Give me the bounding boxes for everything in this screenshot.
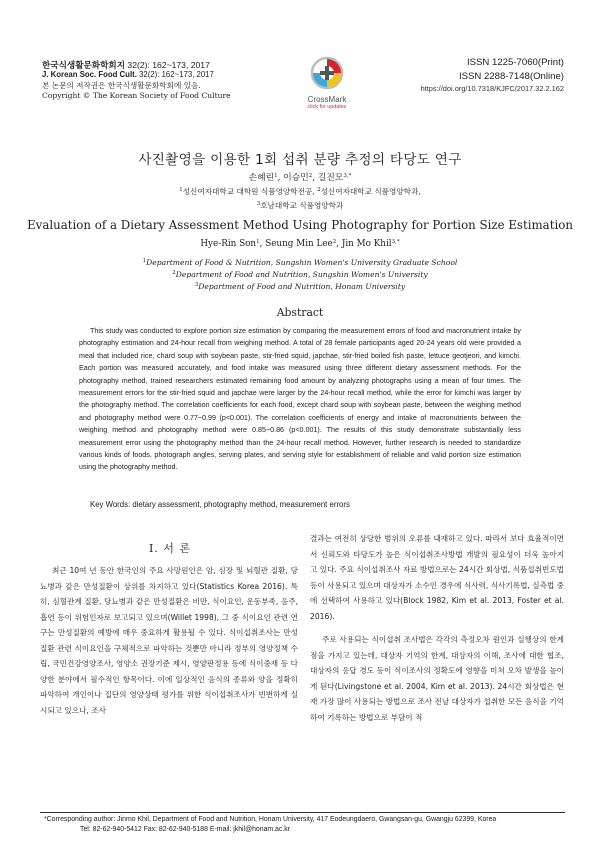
crossmark-badge[interactable] [292,56,362,110]
doi-link[interactable]: https://doi.org/10.7318/KJFC/2017.32.2.162 [420,84,564,93]
abstract-body: This study was conducted to explore portion size estimation by comparing the measurement errors of food and macronutrient intake by photography estimation and 24-hour recall from weighing method. A total of 28 female participants aged 20-24 years old were provided a meal that included rice, chard soup with soybean paste, stir-fried squid, japchae, stir-fried boiled fish paste, lettuce geotjeori, and kimchi. Each portion was measured accurately, and food intake was measured using three different dietary assessment methods. For the photography method, trained researchers estimated remaining food amount by analyzing photographs using a mean of four times. The measurement errors for the stir-fried squid and japchae were larger by the 24-hour recall method, while the error for kimchi was larger by the photography method. The correlation coefficients for each food, except chard soup with soybean paste, between the weighing method and photography method were 0.77~0.99 (p<0.001). The correlation coefficients of energy and intake of macronutrients between the weighing method and photography method were 0.85~0.86 (p<0.001). The results of this study demonstrate substantially less measurement error using the photography method than the 24-hour recall method. However, further research is needed to standardize various kinds of foods, photograph angles, serving plates, and serving style for establishment of reliable and valid portion size estimation using the photography method. [79,327,521,472]
affiliation-en-1: Department of Food & Nutrition, Sungshin Women's University Graduate School [146,258,458,267]
section-heading-introduction: I. 서 론 [148,542,192,555]
authors-english: Hye-Rin Son$^1$, Seung Min Lee$^2$, Jin Mo Khil$^{3,*}$ [200,239,400,249]
paragraph: 주로 사용되는 식이섭취 조사법은 각각의 측정오차 원인과 실행상의 한계점을 가지고 있는데, 대상자 기억의 한계, 대상자의 이해, 조사에 대한 협조, 대상자의 응답 경도 등이 식이조사의 정확도에 영향을 미쳐 오차 발생을 높이게 된다(Livingstone et al. 2004, Kim et al. 2013). 24시간 회상법은 현재 가장 많이 사용되는 방법으로 조사 전날 대상자가 섭취한 모든 음식을 기억하여 기록하는 방법으로 부담이 적 [310,635,564,722]
body-column-left [40,563,298,718]
journal-ko-line [42,60,292,70]
affiliation-ko-2: 성신여자대학교 식품영양학과 [320,187,419,196]
footnote-line-contact: Tel: 82-62-940-5412 Fax: 82-62-940-5188 E-mail: jkhil@honam.ac.kr [80,826,290,833]
author-ko-1: 손혜린 [248,173,275,183]
paragraph: 최근 10여 년 동안 한국인의 주요 사망원인은 암, 심장 및 뇌혈관 질환, 당뇨병과 같은 만성질환이 상위를 차지하고 있다(Statistics Korea 2016). 특히, 심혈관계 질환, 당뇨병과 같은 만성질환은 비만, 식이요인, 운동부족, 음주, 흡연 등이 위험인자로 보고되고 있으며(Willet 1998), 그 중 식이요인 관련 연구는 만성질환의 예방에 매우 중요하게 활용될 수 있다. 식이섭취조사는 만성질환 관련 식이요인을 구체적으로 파악하는 것뿐만 아니라 정부의 영양정책 수립, 국민건강영양조사, 영양소 권장기준 제시, 영양판정용 등에 식이중재 등 다양한 분야에서 필수적인 항목이다. 이에 일상적인 음식의 종류와 양을 정확히 파악하여 개인이나 집단의 영양상태 평가를 위한 식이섭취조사가 빈번하게 실시되고 있으나, 조사 [40,566,298,715]
journal-ko-name: 한국식생활문화학회지 [42,60,126,70]
keywords [90,500,520,509]
crossmark-label: CrossMark [307,95,347,104]
authors-korean: 손혜린$^1$, 이승민$^2$, 길진모$^{3,*}$ [248,173,352,183]
journal-ko-volume: 32(2): 162~173, 2017 [127,60,210,70]
paragraph: 결과는 여전히 상당한 범위의 오류를 내재하고 있다. 따라서 보다 효율적이면서 신뢰도와 타당도가 높은 식이섭취조사방법 개발의 필요성이 더욱 높아지고 있다. 주요 식이섭취조사 자료 방법으로는 24시간 회상법, 식품섭취빈도법 등이 사용되고 있으며 대상자가 소수인 경우에 식사력, 식사기록법, 실측법 중에 선택하여 사용하고 있다(Block 1982, Kim et al. 2013, Foster et al. 2016). [310,534,564,621]
author-en-1: Hye-Rin Son [200,239,257,249]
title-english: Evaluation of a Dietary Assessment Method Using Photography for Portion Size Estimation [27,218,573,232]
keywords-list: dietary assessment, photography method, measurement errors [132,500,350,509]
affiliations-korean: $^1$성신여자대학교 대학원 식품영양학전공, $^2$성신여자대학교 식품영양학과, $^3$호남대학교 식품영양학과 [179,187,421,210]
title-korean: 사진촬영을 이용한 1회 섭취 분량 추정의 타당도 연구 [138,152,462,168]
issn-block [421,56,564,94]
author-en-2: Seung Min Lee [265,239,333,249]
affiliation-ko-3: 호남대학교 식품영양학과 [260,201,344,210]
journal-header [42,60,292,102]
author-en-3: Jin Mo Khil [341,239,392,249]
author-ko-3: 길진모 [317,173,344,183]
affiliation-ko-1: 성신여자대학교 대학원 식품영양학전공 [182,187,313,196]
author-ko-2: 이승민 [283,173,309,183]
affiliation-en-3: Department of Food and Nutrition, Honam University [198,282,406,292]
journal-en-volume: 32(2): 162~173, 2017 [139,70,214,80]
crossmark-sub: click for updates [307,104,347,110]
copyright-ko: 본 논문의 저작권은 한국식생활문화학회에 있음. [42,80,201,90]
body-column-right [310,531,564,725]
affiliation-en-2: Department of Food and Nutrition, Sungshin Women's University [175,270,428,280]
affiliations-english: $^1$Department of Food & Nutrition, Sungshin Women's University Graduate School $^2$Department of Food and Nutrition, Sungshin Women's University $^3$Department of Food and Nutrition, Honam University [142,258,458,292]
footnote-divider [40,812,565,813]
keywords-label: Key Words: [90,500,131,509]
issn-online: ISSN 2288-7148(Online) [458,70,564,82]
journal-en-name: J. Korean Soc. Food Cult. [42,70,137,80]
issn-print: ISSN 1225-7060(Print) [466,57,564,68]
journal-en-line [42,70,292,80]
crossmark-icon [310,56,344,90]
abstract-heading: Abstract [276,306,324,319]
copyright-en: Copyright © The Korean Society of Food Culture [42,91,231,101]
footnote-line-address: *Corresponding author: Jinmo Khil, Department of Food and Nutrition, Honam University, 417 Eodeungdaero, Gwangsan-gu, Gwangju 62399, Korea [44,816,497,823]
footnote-corresponding-author [44,815,574,835]
